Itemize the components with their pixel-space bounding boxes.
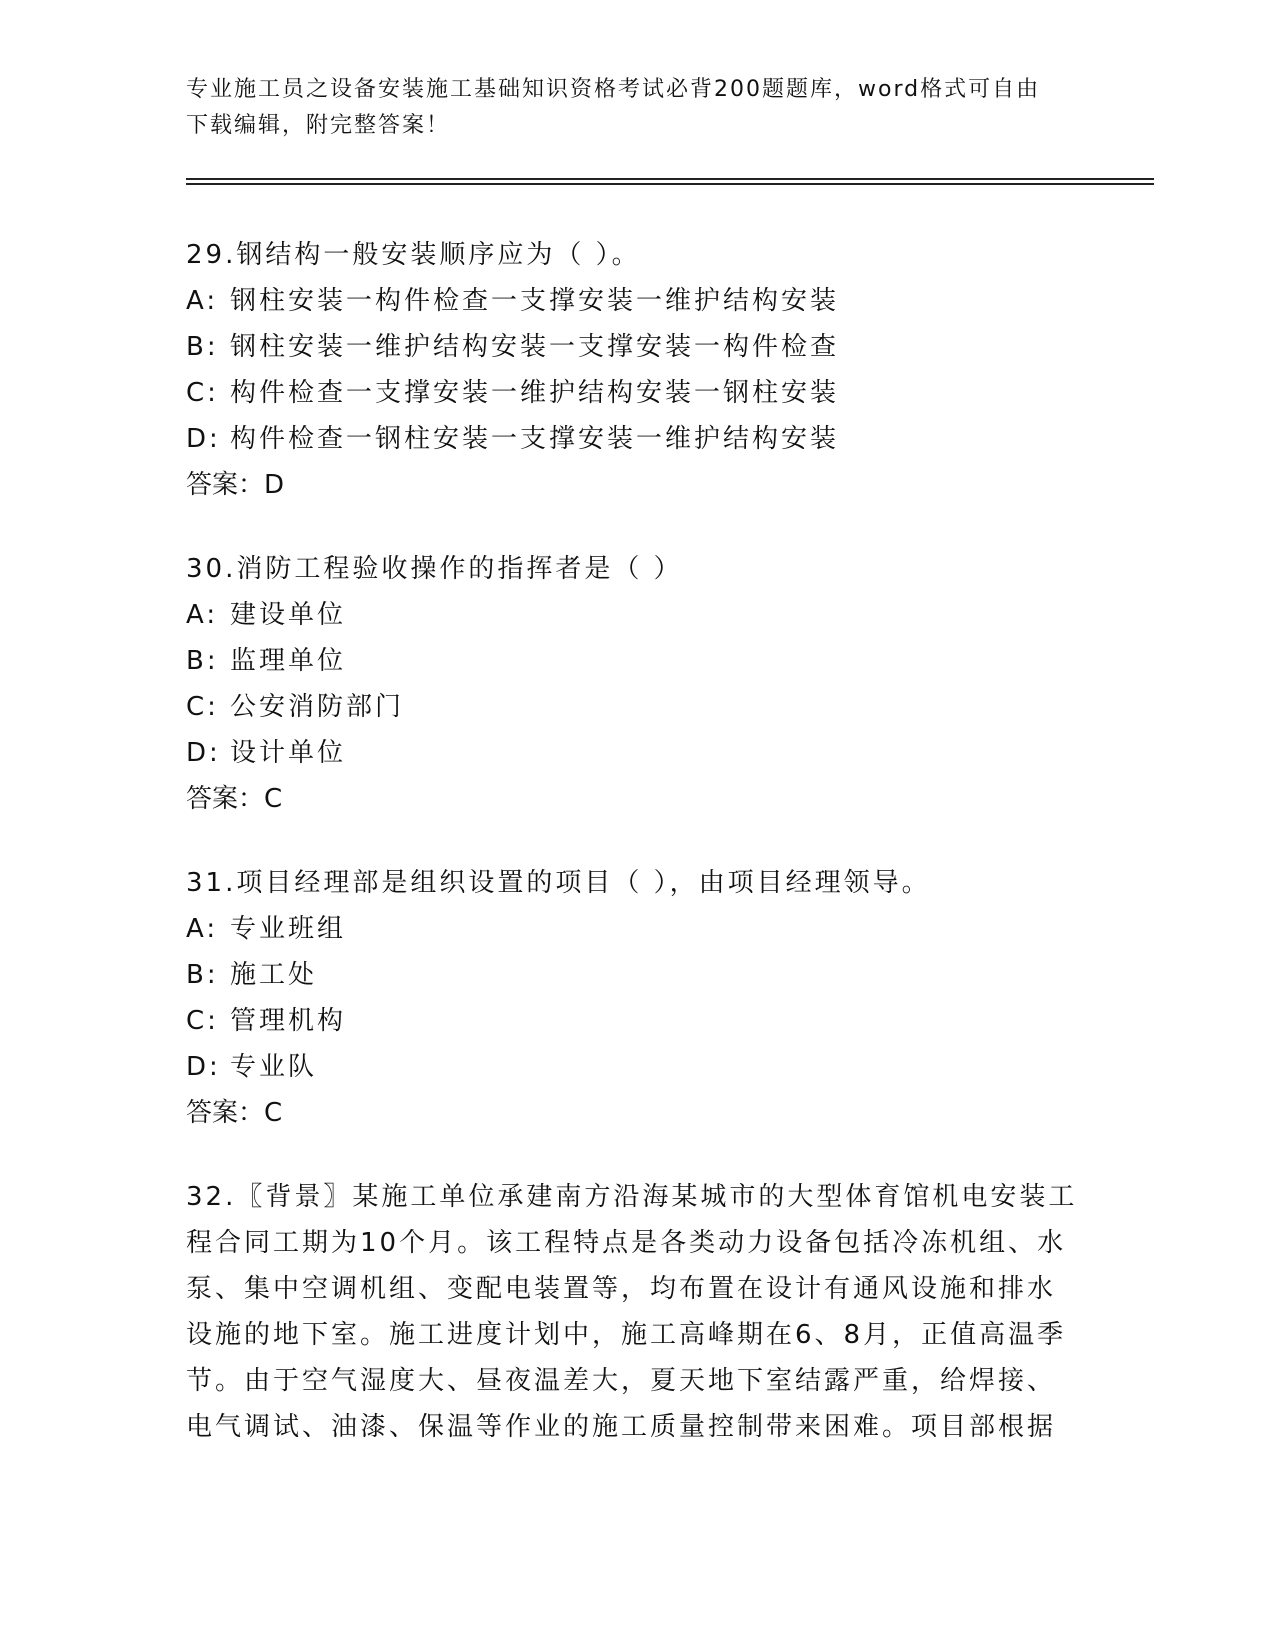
option-letter: B: [186,960,219,990]
answer-line [186,1090,1086,1136]
answer-label: 答案： [186,784,265,814]
header-line-1: 专业施工员之设备安装施工基础知识资格考试必背200题题库，word格式可自由 [186,77,1041,102]
option-text: 专业队 [230,1052,318,1082]
question-stem: 31.项目经理部是组织设置的项目（ ），由项目经理领导。 [186,868,931,898]
question-list [186,232,1086,1450]
option-letter: D: [186,424,221,454]
answer-label: 答案： [186,1098,265,1128]
option-text: 钢柱安装一构件检查一支撑安装一维护结构安装 [230,286,840,316]
option-letter: A: [186,286,219,316]
option-text: 构件检查一支撑安装一维护结构安装一钢柱安装 [230,378,840,408]
option-letter: D: [186,738,221,768]
paragraph-line: 泵、集中空调机组、变配电装置等，均布置在设计有通风设施和排水 [186,1274,1057,1304]
paragraph-line: 电气调试、油漆、保温等作业的施工质量控制带来困难。项目部根据 [186,1412,1057,1442]
option-text: 管理机构 [230,1006,347,1036]
question-29 [186,232,1086,508]
question-30 [186,546,1086,822]
question-stem: 29.钢结构一般安装顺序应为（ ）。 [186,240,641,270]
option-text: 钢柱安装一维护结构安装一支撑安装一构件检查 [230,332,840,362]
header-rule-bottom [186,183,1154,185]
option-text: 公安消防部门 [230,692,405,722]
option-letter: B: [186,646,219,676]
option-b [186,324,1086,370]
option-text: 专业班组 [230,914,347,944]
option-d [186,730,1086,776]
option-c [186,684,1086,730]
question-stem: 30.消防工程验收操作的指挥者是（ ） [186,554,683,584]
option-a [186,906,1086,952]
option-c [186,998,1086,1044]
question-32 [186,1174,1076,1450]
paragraph-line: 程合同工期为10个月。该工程特点是各类动力设备包括冷冻机组、水 [186,1228,1067,1258]
answer-label: 答案： [186,470,265,500]
answer-value: D [264,470,285,500]
option-text: 设计单位 [230,738,347,768]
option-text: 建设单位 [230,600,347,630]
answer-value: C [264,784,283,814]
option-letter: A: [186,600,219,630]
option-c [186,370,1086,416]
option-text: 监理单位 [230,646,347,676]
answer-line [186,462,1086,508]
paragraph-line: 节。由于空气湿度大、昼夜温差大，夏天地下室结露严重，给焊接、 [186,1366,1057,1396]
header-line-2: 下载编辑，附完整答案！ [186,113,451,138]
header-rule-top [186,178,1154,180]
option-b [186,638,1086,684]
option-letter: A: [186,914,219,944]
paragraph-line: 设施的地下室。施工进度计划中，施工高峰期在6、8月，正值高温季 [186,1320,1067,1350]
option-text: 构件检查一钢柱安装一支撑安装一维护结构安装 [230,424,840,454]
option-letter: D: [186,1052,221,1082]
option-d [186,416,1086,462]
option-letter: C: [186,378,219,408]
question-31 [186,860,1086,1136]
option-text: 施工处 [230,960,318,990]
option-b [186,952,1086,998]
option-letter: B: [186,332,219,362]
document-header [186,72,1066,144]
option-a [186,592,1086,638]
paragraph-line: 32.〖背景〗某施工单位承建南方沿海某城市的大型体育馆机电安装工 [186,1182,1078,1212]
option-letter: C: [186,692,219,722]
option-letter: C: [186,1006,219,1036]
answer-value: C [264,1098,283,1128]
option-d [186,1044,1086,1090]
answer-line [186,776,1086,822]
option-a [186,278,1086,324]
